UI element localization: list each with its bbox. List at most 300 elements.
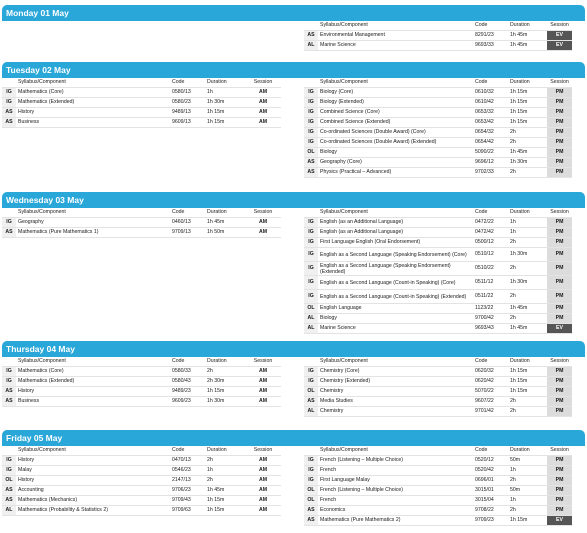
level-cell: AL — [304, 41, 318, 51]
level-header — [2, 446, 16, 456]
code-cell: 9709/43 — [170, 496, 205, 506]
code-cell: 9709/13 — [170, 228, 205, 238]
code-header: Code — [473, 21, 508, 31]
level-cell: IG — [2, 218, 16, 228]
level-cell: IG — [304, 476, 318, 486]
session-cell: AM — [245, 476, 281, 486]
duration-cell: 1h 30m — [508, 248, 547, 262]
duration-cell: 1h 15m — [508, 367, 547, 377]
table-row — [2, 88, 281, 98]
duration-cell: 1h 30m — [205, 98, 245, 108]
level-cell: OL — [304, 496, 318, 506]
code-header: Code — [170, 446, 205, 456]
code-cell: 9609/23 — [170, 397, 205, 407]
session-cell: AM — [245, 88, 281, 98]
session-cell: PM — [547, 397, 572, 407]
syllabus-cell: History — [16, 387, 170, 397]
session-cell: AM — [245, 496, 281, 506]
level-cell: AS — [304, 506, 318, 516]
header-row — [2, 446, 281, 456]
duration-cell: 1h 15m — [205, 496, 245, 506]
table-row — [304, 290, 572, 304]
table-row — [2, 118, 281, 128]
day-title: Thursday 04 May — [2, 341, 585, 357]
header-row — [2, 208, 281, 218]
level-cell: IG — [2, 98, 16, 108]
day-section — [2, 62, 585, 175]
session-cell: EV — [547, 324, 572, 334]
session-cell: PM — [547, 118, 572, 128]
syllabus-cell: Marine Science — [318, 324, 473, 334]
duration-cell: 2h — [508, 407, 547, 417]
table-row — [304, 304, 572, 314]
table-row — [2, 367, 281, 377]
table-row — [304, 41, 572, 51]
syllabus-cell: Malay — [16, 466, 170, 476]
syllabus-cell: Chemistry — [318, 407, 473, 417]
header-row — [304, 21, 572, 31]
duration-cell: 2h — [508, 138, 547, 148]
duration-cell: 1h 15m — [508, 377, 547, 387]
table-row — [304, 466, 572, 476]
code-cell: 9696/12 — [473, 158, 508, 168]
duration-cell: 50m — [508, 456, 547, 466]
syllabus-cell: Economics — [318, 506, 473, 516]
session-cell: PM — [547, 496, 572, 506]
syllabus-cell: Co-ordinated Sciences (Double Award) (Extended) — [318, 138, 473, 148]
level-header — [2, 78, 16, 88]
syllabus-cell: First Language English (Oral Endorsement) — [318, 238, 473, 248]
syllabus-header: Syllabus/Component — [318, 446, 473, 456]
left-schedule-table — [2, 78, 281, 128]
duration-header: Duration — [205, 357, 245, 367]
level-cell: IG — [304, 228, 318, 238]
level-cell: AS — [2, 118, 16, 128]
syllabus-cell: French — [318, 496, 473, 506]
table-row — [2, 377, 281, 387]
syllabus-cell: Mathematics (Core) — [16, 88, 170, 98]
code-cell: 0580/33 — [170, 367, 205, 377]
duration-cell: 1h — [508, 218, 547, 228]
syllabus-cell: Biology — [318, 314, 473, 324]
syllabus-cell: Mathematics (Probability & Statistics 2) — [16, 506, 170, 516]
session-cell: PM — [547, 476, 572, 486]
session-cell: AM — [245, 228, 281, 238]
syllabus-cell: English (as an Additional Language) — [318, 228, 473, 238]
left-schedule-table — [2, 357, 281, 407]
level-cell: AS — [304, 158, 318, 168]
syllabus-cell: Chemistry (Extended) — [318, 377, 473, 387]
code-header: Code — [473, 78, 508, 88]
session-cell: AM — [245, 108, 281, 118]
table-row — [2, 466, 281, 476]
code-cell: 0653/42 — [473, 118, 508, 128]
table-row — [304, 456, 572, 466]
table-row — [2, 387, 281, 397]
session-cell: PM — [547, 248, 572, 262]
table-row — [304, 88, 572, 98]
syllabus-cell: Accounting — [16, 486, 170, 496]
session-cell: PM — [547, 138, 572, 148]
table-row — [304, 168, 572, 178]
duration-header: Duration — [508, 357, 547, 367]
syllabus-cell: English Language — [318, 304, 473, 314]
duration-cell: 2h — [205, 476, 245, 486]
session-cell: PM — [547, 128, 572, 138]
session-cell: PM — [547, 456, 572, 466]
syllabus-header: Syllabus/Component — [318, 357, 473, 367]
duration-cell: 2h — [508, 506, 547, 516]
table-row — [304, 314, 572, 324]
level-cell: IG — [304, 456, 318, 466]
duration-cell: 1h 15m — [508, 108, 547, 118]
day-title: Friday 05 May — [2, 430, 585, 446]
level-cell: AS — [2, 397, 16, 407]
duration-cell: 1h 15m — [508, 88, 547, 98]
code-header: Code — [473, 357, 508, 367]
session-header: Session — [245, 357, 281, 367]
syllabus-header: Syllabus/Component — [16, 208, 170, 218]
day-section — [2, 341, 585, 414]
code-cell: 9709/63 — [170, 506, 205, 516]
table-row — [304, 218, 572, 228]
code-cell: 9706/23 — [170, 486, 205, 496]
code-cell: 0580/13 — [170, 88, 205, 98]
syllabus-cell: Environmental Management — [318, 31, 473, 41]
session-cell: AM — [245, 506, 281, 516]
table-row — [304, 158, 572, 168]
session-cell: AM — [245, 387, 281, 397]
level-cell: IG — [304, 98, 318, 108]
code-cell: 0610/42 — [473, 98, 508, 108]
level-cell: AS — [2, 108, 16, 118]
code-cell: 9489/13 — [170, 108, 205, 118]
table-row — [2, 506, 281, 516]
session-cell: AM — [245, 367, 281, 377]
level-cell: IG — [304, 367, 318, 377]
session-header: Session — [245, 208, 281, 218]
duration-cell: 1h — [508, 496, 547, 506]
table-row — [304, 276, 572, 290]
syllabus-cell: First Language Malay — [318, 476, 473, 486]
right-schedule-table — [304, 78, 572, 178]
duration-cell: 1h 45m — [508, 31, 547, 41]
duration-header: Duration — [205, 446, 245, 456]
syllabus-cell: French (Listening – Multiple Choice) — [318, 456, 473, 466]
level-cell: IG — [304, 138, 318, 148]
session-cell: PM — [547, 158, 572, 168]
right-schedule-table — [304, 357, 572, 417]
duration-cell: 2h — [508, 168, 547, 178]
level-cell: IG — [2, 367, 16, 377]
code-header: Code — [473, 208, 508, 218]
syllabus-cell: Combined Science (Core) — [318, 108, 473, 118]
header-row — [304, 446, 572, 456]
level-cell: IG — [2, 88, 16, 98]
level-header — [304, 446, 318, 456]
code-cell: 8291/23 — [473, 31, 508, 41]
code-cell: 0580/23 — [170, 98, 205, 108]
session-header: Session — [547, 446, 572, 456]
duration-cell: 1h 50m — [205, 228, 245, 238]
code-cell: 0500/12 — [473, 238, 508, 248]
level-cell: IG — [2, 466, 16, 476]
syllabus-cell: Mathematics (Pure Mathematics 1) — [16, 228, 170, 238]
code-cell: 0654/42 — [473, 138, 508, 148]
code-cell: 0511/12 — [473, 276, 508, 290]
code-cell: 0580/43 — [170, 377, 205, 387]
code-cell: 0472/22 — [473, 218, 508, 228]
duration-cell: 1h — [508, 228, 547, 238]
table-row — [304, 118, 572, 128]
level-cell: AS — [304, 31, 318, 41]
session-header: Session — [547, 21, 572, 31]
code-cell: 0510/22 — [473, 262, 508, 276]
syllabus-cell: Chemistry — [318, 387, 473, 397]
right-schedule-table — [304, 208, 572, 334]
level-cell: IG — [304, 218, 318, 228]
syllabus-cell: Combined Science (Extended) — [318, 118, 473, 128]
table-row — [2, 496, 281, 506]
syllabus-cell: Media Studies — [318, 397, 473, 407]
level-cell: AS — [2, 486, 16, 496]
session-cell: EV — [547, 31, 572, 41]
day-section — [2, 192, 585, 331]
session-cell: PM — [547, 148, 572, 158]
syllabus-cell: Marine Science — [318, 41, 473, 51]
session-cell: PM — [547, 262, 572, 276]
duration-cell: 2h — [205, 367, 245, 377]
session-cell: PM — [547, 228, 572, 238]
syllabus-cell: Chemistry (Core) — [318, 367, 473, 377]
table-row — [304, 31, 572, 41]
code-cell: 9609/13 — [170, 118, 205, 128]
table-row — [304, 238, 572, 248]
right-schedule-table — [304, 21, 572, 51]
duration-header: Duration — [508, 21, 547, 31]
header-row — [2, 357, 281, 367]
code-cell: 1123/22 — [473, 304, 508, 314]
code-cell: 0610/32 — [473, 88, 508, 98]
duration-cell: 1h — [205, 88, 245, 98]
level-cell: AS — [304, 397, 318, 407]
table-row — [304, 397, 572, 407]
syllabus-cell: Biology (Core) — [318, 88, 473, 98]
header-row — [304, 78, 572, 88]
duration-cell: 2h — [508, 397, 547, 407]
code-cell: 9693/43 — [473, 324, 508, 334]
table-row — [2, 228, 281, 238]
day-title: Tuesday 02 May — [2, 62, 585, 78]
session-cell: PM — [547, 168, 572, 178]
code-cell: 0654/32 — [473, 128, 508, 138]
session-cell: PM — [547, 238, 572, 248]
syllabus-cell: French — [318, 466, 473, 476]
session-header: Session — [547, 208, 572, 218]
syllabus-cell: English as a Second Language (Count-in Speaking) (Extended) — [318, 290, 473, 304]
level-cell: OL — [304, 486, 318, 496]
level-cell: IG — [304, 108, 318, 118]
session-cell: PM — [547, 218, 572, 228]
duration-cell: 1h 30m — [205, 397, 245, 407]
level-cell: IG — [304, 466, 318, 476]
session-cell: PM — [547, 367, 572, 377]
syllabus-header: Syllabus/Component — [16, 357, 170, 367]
level-cell: OL — [304, 387, 318, 397]
level-header — [304, 21, 318, 31]
duration-cell: 50m — [508, 486, 547, 496]
code-cell: 0653/32 — [473, 108, 508, 118]
code-cell: 9709/23 — [473, 516, 508, 526]
session-cell: PM — [547, 387, 572, 397]
level-cell: IG — [2, 456, 16, 466]
duration-cell: 1h 15m — [508, 387, 547, 397]
code-cell: 9702/33 — [473, 168, 508, 178]
level-header — [2, 208, 16, 218]
level-header — [2, 357, 16, 367]
code-cell: 0470/13 — [170, 456, 205, 466]
code-cell: 9607/22 — [473, 397, 508, 407]
level-cell: IG — [304, 377, 318, 387]
level-header — [304, 78, 318, 88]
syllabus-cell: Biology — [318, 148, 473, 158]
session-cell: AM — [245, 397, 281, 407]
level-cell: IG — [304, 248, 318, 262]
duration-cell: 1h 45m — [508, 41, 547, 51]
code-cell: 9693/33 — [473, 41, 508, 51]
duration-header: Duration — [508, 208, 547, 218]
level-cell: OL — [2, 476, 16, 486]
code-cell: 0520/12 — [473, 456, 508, 466]
table-row — [304, 128, 572, 138]
syllabus-header: Syllabus/Component — [318, 78, 473, 88]
right-schedule-table — [304, 446, 572, 526]
session-cell: PM — [547, 88, 572, 98]
syllabus-cell: History — [16, 456, 170, 466]
syllabus-cell: Physics (Practical – Advanced) — [318, 168, 473, 178]
session-cell: AM — [245, 218, 281, 228]
code-cell: 9489/23 — [170, 387, 205, 397]
session-cell: PM — [547, 466, 572, 476]
level-cell: AS — [2, 496, 16, 506]
duration-cell: 1h 45m — [205, 486, 245, 496]
header-row — [304, 208, 572, 218]
duration-cell: 2h — [508, 314, 547, 324]
table-row — [304, 387, 572, 397]
duration-cell: 1h 15m — [205, 387, 245, 397]
duration-cell: 1h 15m — [508, 118, 547, 128]
syllabus-cell: Biology (Extended) — [318, 98, 473, 108]
session-cell: PM — [547, 304, 572, 314]
level-cell: IG — [2, 377, 16, 387]
duration-cell: 2h — [508, 290, 547, 304]
session-cell: PM — [547, 486, 572, 496]
syllabus-cell: Mathematics (Mechanics) — [16, 496, 170, 506]
duration-cell: 1h — [205, 466, 245, 476]
level-cell: IG — [304, 88, 318, 98]
table-row — [304, 486, 572, 496]
code-cell: 0520/42 — [473, 466, 508, 476]
left-schedule-table — [2, 208, 281, 238]
session-cell: AM — [245, 98, 281, 108]
code-cell: 0511/22 — [473, 290, 508, 304]
syllabus-cell: Geography — [16, 218, 170, 228]
duration-cell: 1h 15m — [508, 98, 547, 108]
syllabus-cell: Geography (Core) — [318, 158, 473, 168]
session-header: Session — [547, 357, 572, 367]
level-cell: IG — [304, 262, 318, 276]
duration-header: Duration — [205, 78, 245, 88]
duration-cell: 2h — [508, 262, 547, 276]
session-cell: PM — [547, 506, 572, 516]
level-cell: OL — [304, 304, 318, 314]
session-cell: PM — [547, 314, 572, 324]
syllabus-cell: English as a Second Language (Count-in Speaking) (Core) — [318, 276, 473, 290]
left-schedule-table — [2, 446, 281, 516]
table-row — [304, 108, 572, 118]
level-cell: AL — [2, 506, 16, 516]
code-cell: 0472/42 — [473, 228, 508, 238]
table-row — [304, 496, 572, 506]
duration-cell: 1h 45m — [508, 148, 547, 158]
duration-header: Duration — [205, 208, 245, 218]
level-header — [304, 357, 318, 367]
table-row — [304, 476, 572, 486]
session-cell: PM — [547, 108, 572, 118]
level-cell: IG — [304, 118, 318, 128]
code-cell: 0460/13 — [170, 218, 205, 228]
session-header: Session — [245, 446, 281, 456]
session-cell: AM — [245, 486, 281, 496]
table-row — [2, 218, 281, 228]
day-section — [2, 5, 585, 48]
header-row — [304, 357, 572, 367]
level-cell: AL — [304, 324, 318, 334]
table-row — [2, 456, 281, 466]
code-cell: 9701/42 — [473, 407, 508, 417]
table-row — [304, 98, 572, 108]
level-cell: AS — [2, 228, 16, 238]
table-row — [304, 377, 572, 387]
code-cell: 5090/22 — [473, 148, 508, 158]
level-cell: IG — [304, 238, 318, 248]
session-header: Session — [547, 78, 572, 88]
duration-cell: 1h 45m — [205, 218, 245, 228]
code-cell: 9708/22 — [473, 506, 508, 516]
code-header: Code — [473, 446, 508, 456]
syllabus-cell: Mathematics (Extended) — [16, 98, 170, 108]
syllabus-cell: Business — [16, 397, 170, 407]
session-cell: EV — [547, 516, 572, 526]
code-cell: 0696/01 — [473, 476, 508, 486]
level-cell: AS — [304, 168, 318, 178]
duration-header: Duration — [508, 446, 547, 456]
table-row — [304, 367, 572, 377]
level-cell: AS — [2, 387, 16, 397]
code-cell: 0546/23 — [170, 466, 205, 476]
syllabus-cell: English (as an Additional Language) — [318, 218, 473, 228]
syllabus-cell: History — [16, 476, 170, 486]
table-row — [2, 108, 281, 118]
table-row — [304, 262, 572, 276]
code-header: Code — [170, 78, 205, 88]
syllabus-cell: History — [16, 108, 170, 118]
table-row — [304, 407, 572, 417]
syllabus-cell: French (Listening – Multiple Choice) — [318, 486, 473, 496]
code-header: Code — [170, 357, 205, 367]
session-cell: AM — [245, 118, 281, 128]
level-cell: AS — [304, 516, 318, 526]
